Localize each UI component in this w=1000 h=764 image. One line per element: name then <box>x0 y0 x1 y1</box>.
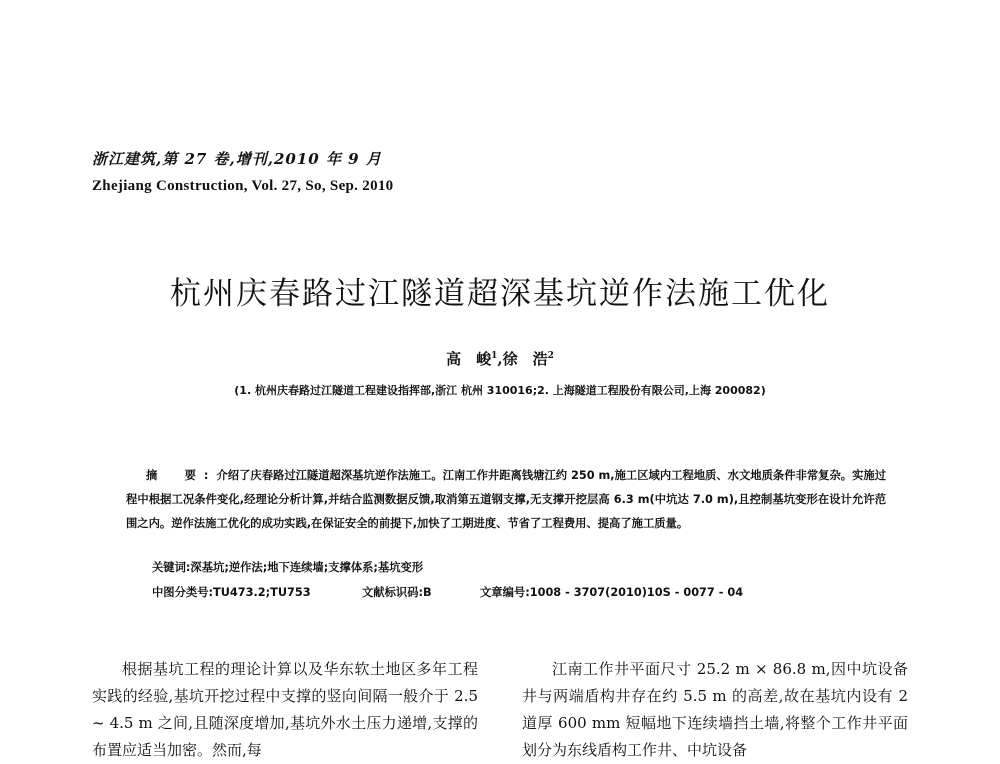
article-number-value: 1008 - 3707(2010)10S - 0077 - 04 <box>529 586 744 599</box>
keywords-label: 关键词: <box>152 561 191 574</box>
document-code-label: 文献标识码: <box>362 586 424 599</box>
classification-line <box>152 584 743 600</box>
clc-number <box>152 584 362 600</box>
body-paragraph: 根据基坑工程的理论计算以及华东软土地区多年工程实践的经验,基坑开挖过程中支撑的竖向间隔一般介于 2.5 ~ 4.5 m 之间,且随深度增加,基坑外水土压力递增,支撑的布置应适当加密。然而,每 <box>92 660 478 759</box>
author-affiliation-mark: 1 <box>491 351 498 361</box>
clc-value: TU473.2;TU753 <box>213 586 311 599</box>
body-column-right <box>522 656 908 764</box>
keywords-text: 深基坑;逆作法;地下连续墙;支撑体系;基坑变形 <box>190 561 424 574</box>
author-separator: , <box>497 350 503 368</box>
body-column-left <box>92 656 478 764</box>
author-name: 徐 浩 <box>502 350 548 368</box>
keywords-line <box>152 559 423 575</box>
author-affiliation-mark: 2 <box>547 351 554 361</box>
article-number-label: 文章编号: <box>480 586 530 599</box>
abstract-label: 摘 要: <box>146 469 217 482</box>
journal-header-en: Zhejiang Construction, Vol. 27, So, Sep. 2010 <box>92 178 394 194</box>
document-code <box>362 584 480 600</box>
body-paragraph: 江南工作井平面尺寸 25.2 m × 86.8 m,因中坑设备井与两端盾构井存在约 5.5 m 的高差,故在基坑内设有 2 道厚 600 mm 短幅地下连续墙挡土墙,将整个工作井平面划分为东线盾构工作井、中坑设备 <box>522 660 908 759</box>
clc-label: 中图分类号: <box>152 586 214 599</box>
affiliation-line: (1. 杭州庆春路过江隧道工程建设指挥部,浙江 杭州 310016;2. 上海隧道工程股份有限公司,上海 200082) <box>234 384 766 397</box>
author-line <box>0 348 1000 369</box>
article-number <box>480 584 743 600</box>
abstract <box>126 464 886 536</box>
document-code-value: B <box>423 586 432 599</box>
paper-title: 杭州庆春路过江隧道超深基坑逆作法施工优化 <box>170 276 830 312</box>
abstract-text: 介绍了庆春路过江隧道超深基坑逆作法施工。江南工作井距离钱塘江约 250 m,施工区域内工程地质、水文地质条件非常复杂。实施过程中根据工况条件变化,经理论分析计算,并结合监测数据反馈,取消第五道钢支撑,无支撑开挖层高 6.3 m(中坑达 7.0 m),且控制基坑变形在设计允许范围之内。逆作法施工优化的成功实践,在保证安全的前提下,加快了工期进度、节省了工程费用、提高了施工质量。 <box>126 469 886 530</box>
journal-header-cn: 浙江建筑,第 27 卷,增刊,2010 年 9 月 <box>92 150 382 168</box>
author-name: 高 峻 <box>446 350 492 368</box>
